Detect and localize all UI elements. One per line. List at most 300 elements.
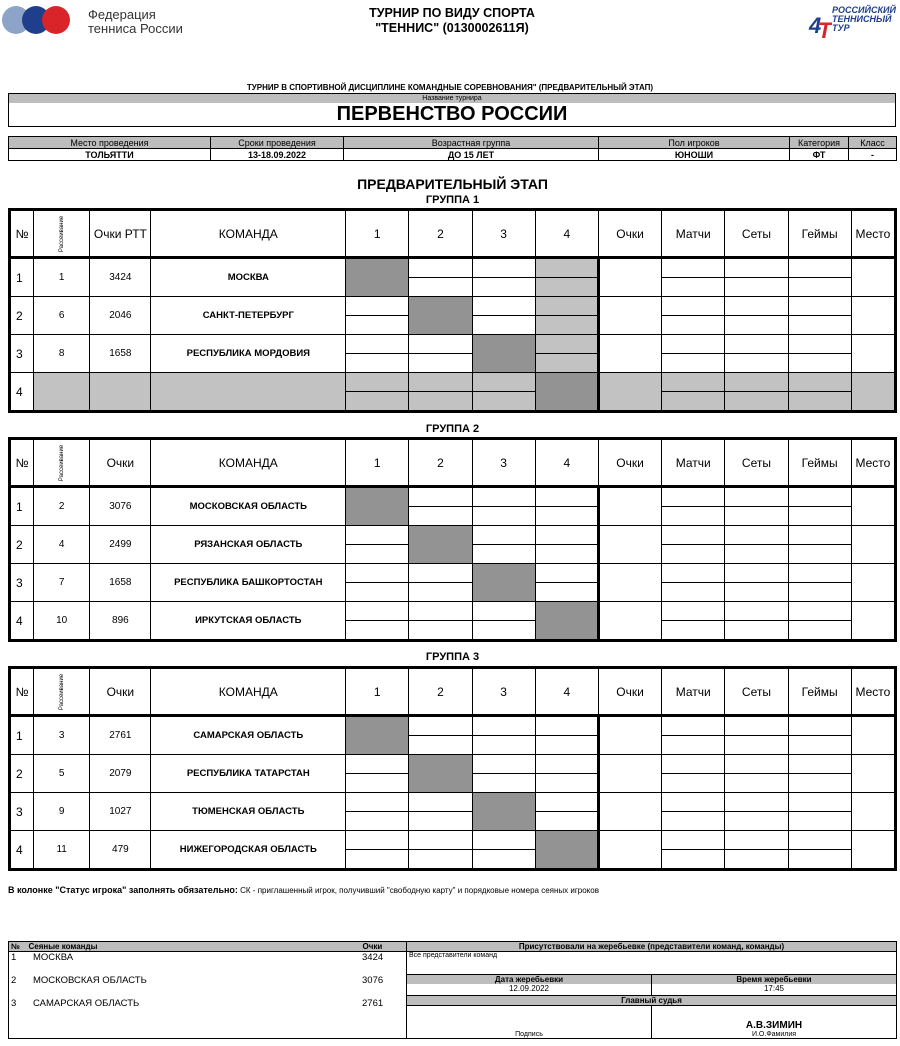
stat-cell: [662, 716, 725, 736]
result-cell: [472, 392, 535, 412]
logo-circle-3: [42, 6, 70, 34]
team-number: 3: [10, 564, 34, 602]
team-seed: 11: [34, 831, 90, 870]
federation-logo: [0, 3, 200, 39]
result-cell: [535, 258, 598, 278]
rtt-logo: [808, 4, 900, 44]
diagonal-cell: [409, 316, 472, 335]
diagonal-cell: [409, 545, 472, 564]
result-cell: [535, 564, 598, 583]
result-cell: [409, 392, 472, 412]
stat-cell: [788, 545, 851, 564]
team-row: [10, 716, 896, 736]
team-row: [10, 258, 896, 278]
rtt-text: [832, 6, 896, 33]
result-cell: [409, 278, 472, 297]
seeded-pts: 3424: [362, 952, 384, 963]
stat-cell: [788, 774, 851, 793]
diagonal-cell: [535, 602, 598, 621]
team-number: 2: [10, 297, 34, 335]
result-cell: [472, 507, 535, 526]
stat-cell: [788, 297, 851, 316]
result-cell: [346, 335, 409, 354]
stat-cell: [788, 258, 851, 278]
header-title-line2: "ТЕННИС" (0130002611Я): [375, 21, 529, 35]
draw-date-cell: [407, 975, 652, 996]
judge-name: А.В.ЗИМИН: [745, 1020, 803, 1031]
stat-cell: [662, 602, 725, 621]
result-cell: [472, 755, 535, 774]
result-cell: [535, 297, 598, 316]
group-header-cell: Очки: [598, 668, 661, 716]
result-cell: [535, 487, 598, 507]
federation-name-line1: Федерация: [88, 7, 156, 22]
seeded-col-no: №: [9, 942, 27, 952]
stat-cell: [788, 736, 851, 755]
stage-title: ПРЕДВАРИТЕЛЬНЫЙ ЭТАП: [357, 176, 548, 192]
diagonal-cell: [346, 716, 409, 736]
stat-cell: [725, 487, 788, 507]
stat-cell: [788, 335, 851, 354]
result-cell: [346, 526, 409, 545]
result-cell: [409, 736, 472, 755]
status-note: [8, 885, 599, 895]
team-name: ТЮМЕНСКАЯ ОБЛАСТЬ: [151, 793, 346, 831]
group-header-cell: Матчи: [662, 439, 725, 487]
place-cell: [851, 297, 895, 335]
team-name: САМАРСКАЯ ОБЛАСТЬ: [151, 716, 346, 755]
result-cell: [535, 316, 598, 335]
team-row: [10, 297, 896, 316]
stat-cell: [788, 755, 851, 774]
stat-cell: [725, 850, 788, 870]
result-cell: [535, 755, 598, 774]
rtt-line2: ТЕННИСНЫЙ: [832, 14, 892, 24]
group-header-cell: 4: [535, 668, 598, 716]
stat-cell: [788, 487, 851, 507]
team-number: 4: [10, 831, 34, 870]
svg-text:4: 4: [809, 13, 822, 38]
diagonal-cell: [409, 755, 472, 774]
team-name: МОСКОВСКАЯ ОБЛАСТЬ: [151, 487, 346, 526]
result-cell: [346, 774, 409, 793]
group-header-cell: №: [10, 668, 34, 716]
team-name: ИРКУТСКАЯ ОБЛАСТЬ: [151, 602, 346, 641]
result-cell: [472, 278, 535, 297]
seeded-no: 3: [11, 998, 17, 1009]
judge-name-caption: И.О.Фамилия: [751, 1031, 797, 1038]
score-points-cell: [598, 755, 661, 793]
team-points: 2046: [90, 297, 151, 335]
stat-cell: [725, 755, 788, 774]
team-points: 3076: [90, 487, 151, 526]
score-points-cell: [598, 335, 661, 373]
result-cell: [409, 850, 472, 870]
stat-cell: [725, 774, 788, 793]
team-seed: 4: [34, 526, 90, 564]
team-number: 2: [10, 526, 34, 564]
tournament-name: ПЕРВЕНСТВО РОССИИ: [336, 103, 568, 125]
tournament-name-box: [8, 93, 896, 127]
stat-cell: [662, 354, 725, 373]
result-cell: [409, 602, 472, 621]
result-cell: [472, 297, 535, 316]
discipline-line: ТУРНИР В СПОРТИВНОЙ ДИСЦИПЛИНЕ КОМАНДНЫЕ СОРЕВНОВАНИЯ" (ПРЕДВАРИТЕЛЬНЫЙ ЭТАП): [246, 83, 654, 92]
team-points: 2761: [90, 716, 151, 755]
result-cell: [472, 545, 535, 564]
stat-cell: [725, 354, 788, 373]
stat-cell: [788, 716, 851, 736]
stat-cell: [788, 583, 851, 602]
stat-cell: [725, 716, 788, 736]
group-header-cell: 2: [409, 668, 472, 716]
group-title: ГРУППА 1: [425, 194, 480, 206]
team-number: 1: [10, 258, 34, 297]
result-cell: [409, 812, 472, 831]
stat-cell: [662, 831, 725, 850]
seeded-name: МОСКОВСКАЯ ОБЛАСТЬ: [33, 975, 147, 986]
result-cell: [346, 621, 409, 641]
result-cell: [535, 545, 598, 564]
result-cell: [472, 487, 535, 507]
judge-caption: Главный судья: [407, 996, 897, 1006]
stat-cell: [788, 793, 851, 812]
result-cell: [409, 831, 472, 850]
score-points-cell: [598, 602, 661, 641]
stat-cell: [725, 812, 788, 831]
result-cell: [535, 354, 598, 373]
team-number: 1: [10, 716, 34, 755]
diagonal-cell: [472, 793, 535, 812]
info-value: ДО 15 ЛЕТ: [344, 149, 599, 161]
draw-date-caption: Дата жеребьевки: [407, 975, 651, 984]
group-header-cell: Очки: [90, 439, 151, 487]
result-cell: [409, 354, 472, 373]
draw-info-table: [8, 941, 897, 1039]
result-cell: [472, 258, 535, 278]
diagonal-cell: [472, 812, 535, 831]
result-cell: [535, 526, 598, 545]
stat-cell: [725, 602, 788, 621]
stat-cell: [725, 373, 788, 392]
group-header-cell: 2: [409, 210, 472, 258]
result-cell: [409, 373, 472, 392]
group-header-cell: Сеты: [725, 439, 788, 487]
stat-cell: [788, 354, 851, 373]
stat-cell: [725, 297, 788, 316]
result-cell: [346, 850, 409, 870]
result-cell: [346, 545, 409, 564]
result-cell: [346, 755, 409, 774]
diagonal-cell: [409, 297, 472, 316]
group-header-cell: Геймы: [788, 439, 851, 487]
result-cell: [535, 774, 598, 793]
diagonal-cell: [535, 392, 598, 412]
result-cell: [346, 831, 409, 850]
team-points: 896: [90, 602, 151, 641]
group-header-cell: 3: [472, 210, 535, 258]
seeded-pts: 3076: [362, 975, 384, 986]
draw-date: 12.09.2022: [508, 984, 550, 993]
info-value: ТОЛЬЯТТИ: [9, 149, 211, 161]
team-seed: 10: [34, 602, 90, 641]
group-header-cell: Матчи: [662, 668, 725, 716]
team-number: 4: [10, 602, 34, 641]
group-header-label: Рассеивание: [58, 215, 65, 252]
federation-name-line2: тенниса России: [88, 21, 183, 36]
stat-cell: [725, 316, 788, 335]
diagonal-cell: [346, 736, 409, 755]
team-name: САНКТ-ПЕТЕРБУРГ: [151, 297, 346, 335]
group-table: [8, 666, 897, 871]
header-title-line1: ТУРНИР ПО ВИДУ СПОРТА: [369, 6, 535, 20]
stat-cell: [662, 278, 725, 297]
group-header-cell: 2: [409, 439, 472, 487]
diagonal-cell: [346, 507, 409, 526]
team-seed: 7: [34, 564, 90, 602]
team-row: [10, 564, 896, 583]
diagonal-cell: [535, 831, 598, 850]
group-header-cell: 3: [472, 439, 535, 487]
stat-cell: [662, 812, 725, 831]
info-table: [8, 136, 897, 161]
place-cell: [851, 716, 895, 755]
stat-cell: [662, 373, 725, 392]
stat-cell: [662, 487, 725, 507]
group-title: ГРУППА 2: [425, 423, 480, 435]
result-cell: [535, 716, 598, 736]
team-points: 479: [90, 831, 151, 870]
group-header-cell: 1: [346, 210, 409, 258]
stat-cell: [662, 850, 725, 870]
info-value: ЮНОШИ: [599, 149, 790, 161]
result-cell: [472, 716, 535, 736]
team-points: [90, 373, 151, 412]
present-value: Все представители команд: [407, 952, 897, 975]
result-cell: [472, 774, 535, 793]
result-cell: [346, 297, 409, 316]
rtt-line3: ТУР: [832, 23, 850, 33]
group-header-cell: 4: [535, 210, 598, 258]
stat-cell: [788, 621, 851, 641]
group-header-cell: №: [10, 439, 34, 487]
rtt-line1: РОССИЙСКИЙ: [832, 5, 896, 15]
group-header-cell: Сеты: [725, 210, 788, 258]
federation-name: [88, 8, 183, 36]
group-header-cell: №: [10, 210, 34, 258]
stat-cell: [725, 278, 788, 297]
team-seed: 3: [34, 716, 90, 755]
team-points: 1027: [90, 793, 151, 831]
result-cell: [535, 736, 598, 755]
place-cell: [851, 831, 895, 870]
result-cell: [409, 621, 472, 641]
team-number: 3: [10, 793, 34, 831]
result-cell: [409, 793, 472, 812]
result-cell: [409, 716, 472, 736]
place-cell: [851, 602, 895, 641]
status-note-bold: В колонке "Статус игрока" заполнять обязательно:: [8, 885, 238, 895]
score-points-cell: [598, 831, 661, 870]
group-header-cell: КОМАНДА: [151, 439, 346, 487]
stat-cell: [725, 258, 788, 278]
stat-cell: [662, 583, 725, 602]
diagonal-cell: [346, 278, 409, 297]
result-cell: [472, 831, 535, 850]
seeded-row: [9, 952, 406, 975]
group-header-cell: Место: [851, 668, 895, 716]
team-points: 3424: [90, 258, 151, 297]
group-header-label: Рассеивание: [58, 673, 65, 710]
stat-cell: [662, 736, 725, 755]
stat-cell: [788, 850, 851, 870]
team-seed: [34, 373, 90, 412]
result-cell: [409, 258, 472, 278]
diagonal-cell: [535, 621, 598, 641]
draw-time: 17:45: [763, 984, 785, 993]
group-header-cell: 4: [535, 439, 598, 487]
team-row: [10, 335, 896, 354]
seeded-no: 1: [11, 952, 17, 963]
score-points-cell: [598, 373, 661, 412]
info-caption: Место проведения: [9, 137, 211, 149]
result-cell: [472, 850, 535, 870]
team-name: РЕСПУБЛИКА БАШКОРТОСТАН: [151, 564, 346, 602]
result-cell: [346, 373, 409, 392]
stat-cell: [788, 831, 851, 850]
result-cell: [472, 316, 535, 335]
score-points-cell: [598, 297, 661, 335]
group-header-cell: КОМАНДА: [151, 210, 346, 258]
team-seed: 1: [34, 258, 90, 297]
group-header-cell: [34, 668, 90, 716]
group-header-cell: Очки: [598, 210, 661, 258]
result-cell: [346, 316, 409, 335]
seeded-no: 2: [11, 975, 17, 986]
team-name: МОСКВА: [151, 258, 346, 297]
result-cell: [409, 335, 472, 354]
seeded-list-cell: [9, 952, 407, 1039]
info-value: ФТ: [790, 149, 849, 161]
team-row: [10, 793, 896, 812]
result-cell: [472, 602, 535, 621]
result-cell: [346, 583, 409, 602]
team-seed: 8: [34, 335, 90, 373]
result-cell: [346, 392, 409, 412]
team-seed: 9: [34, 793, 90, 831]
result-cell: [346, 354, 409, 373]
group-header-cell: КОМАНДА: [151, 668, 346, 716]
group-header-cell: Место: [851, 210, 895, 258]
stat-cell: [662, 545, 725, 564]
diagonal-cell: [472, 354, 535, 373]
judge-name-cell: [652, 1006, 897, 1039]
place-cell: [851, 526, 895, 564]
score-points-cell: [598, 526, 661, 564]
seeded-col-pts: Очки: [361, 942, 407, 952]
info-caption: Пол игроков: [599, 137, 790, 149]
group-header-cell: 3: [472, 668, 535, 716]
diagonal-cell: [346, 487, 409, 507]
team-points: 2079: [90, 755, 151, 793]
stat-cell: [662, 793, 725, 812]
stat-cell: [788, 278, 851, 297]
team-row: [10, 373, 896, 392]
result-cell: [346, 812, 409, 831]
draw-time-caption: Время жеребьевки: [652, 975, 896, 984]
seeded-name: САМАРСКАЯ ОБЛАСТЬ: [33, 998, 140, 1009]
score-points-cell: [598, 716, 661, 755]
result-cell: [535, 812, 598, 831]
diagonal-cell: [409, 526, 472, 545]
team-points: 1658: [90, 335, 151, 373]
stat-cell: [788, 812, 851, 831]
team-seed: 5: [34, 755, 90, 793]
team-seed: 2: [34, 487, 90, 526]
diagonal-cell: [472, 335, 535, 354]
group-header-cell: 1: [346, 439, 409, 487]
stat-cell: [725, 526, 788, 545]
result-cell: [535, 278, 598, 297]
stat-cell: [662, 316, 725, 335]
tournament-name-caption: Название турнира: [9, 94, 895, 103]
result-cell: [472, 621, 535, 641]
stat-cell: [662, 564, 725, 583]
stat-cell: [662, 774, 725, 793]
diagonal-cell: [535, 373, 598, 392]
team-row: [10, 526, 896, 545]
place-cell: [851, 258, 895, 297]
place-cell: [851, 564, 895, 602]
group-header-cell: Очки: [90, 668, 151, 716]
seeded-col-name: Сеяные команды: [27, 942, 361, 952]
team-number: 3: [10, 335, 34, 373]
result-cell: [409, 583, 472, 602]
team-number: 1: [10, 487, 34, 526]
group-header-cell: Очки РТТ: [90, 210, 151, 258]
info-caption: Сроки проведения: [211, 137, 344, 149]
stat-cell: [662, 621, 725, 641]
stat-cell: [725, 545, 788, 564]
team-name: РЕСПУБЛИКА МОРДОВИЯ: [151, 335, 346, 373]
stat-cell: [725, 793, 788, 812]
result-cell: [535, 793, 598, 812]
stat-cell: [788, 392, 851, 412]
stat-cell: [788, 564, 851, 583]
group-header-cell: Геймы: [788, 668, 851, 716]
present-caption: Присутствовали на жеребьевке (представители команд, команды): [407, 942, 897, 952]
team-seed: 6: [34, 297, 90, 335]
stat-cell: [662, 297, 725, 316]
group-header-cell: Очки: [598, 439, 661, 487]
result-cell: [472, 373, 535, 392]
result-cell: [535, 335, 598, 354]
info-caption: Категория: [790, 137, 849, 149]
stat-cell: [725, 583, 788, 602]
info-value: 13-18.09.2022: [211, 149, 344, 161]
group-header-cell: [34, 210, 90, 258]
group-header-cell: Геймы: [788, 210, 851, 258]
place-cell: [851, 373, 895, 412]
score-points-cell: [598, 258, 661, 297]
stat-cell: [788, 507, 851, 526]
stat-cell: [662, 526, 725, 545]
place-cell: [851, 755, 895, 793]
place-cell: [851, 487, 895, 526]
stat-cell: [725, 392, 788, 412]
seeded-name: МОСКВА: [33, 952, 74, 963]
group-table: [8, 437, 897, 642]
